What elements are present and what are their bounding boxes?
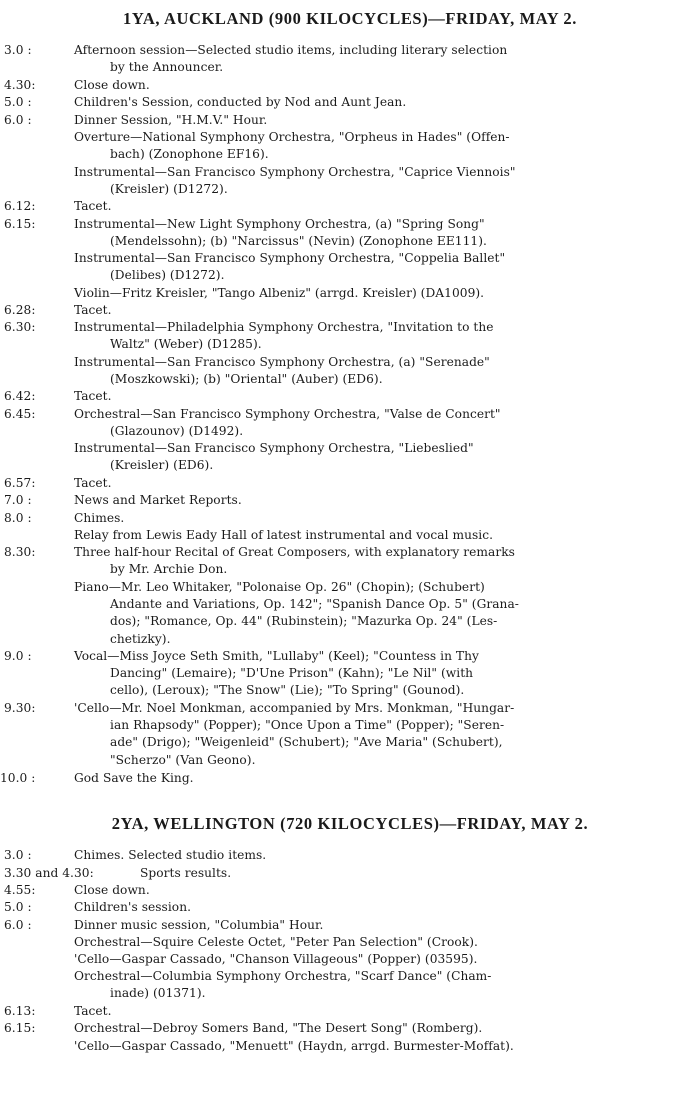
entry-line: ian Rhapsody" (Popper); "Once Upon a Time" (Popper); "Seren-: [110, 718, 505, 733]
entry-line: Instrumental—San Francisco Symphony Orchestra, "Liebeslied": [74, 441, 474, 455]
entry-line: Tacet.: [74, 389, 112, 403]
entry-line: by the Announcer.: [110, 60, 224, 75]
entry-line: Dancing" (Lemaire); "D'Une Prison" (Kahn); "Le Nil" (with: [110, 666, 474, 681]
entry-time: 7.0 :: [4, 493, 32, 507]
entry-line: Three half-hour Recital of Great Composers, with explanatory remarks: [74, 545, 515, 559]
entry-time: 3.0 :: [4, 43, 32, 57]
program-entry: [4, 968, 696, 1002]
program-entry: [4, 865, 696, 882]
entry-time: 4.30:: [4, 78, 36, 92]
entry-line: (Delibes) (D1272).: [110, 268, 225, 283]
entry-time: 5.0 :: [4, 95, 32, 109]
entry-time: 6.0 :: [4, 113, 32, 127]
program-entry: [4, 354, 696, 388]
entry-line: by Mr. Archie Don.: [110, 562, 228, 577]
entry-line: Close down.: [74, 883, 150, 897]
entry-line: Instrumental—San Francisco Symphony Orchestra, "Coppelia Ballet": [74, 251, 506, 265]
program-entry: [4, 319, 696, 353]
entry-line: bach) (Zonophone EF16).: [110, 147, 269, 162]
entry-line: Instrumental—San Francisco Symphony Orchestra, (a) "Serenade": [74, 355, 490, 369]
entry-line: (Moszkowski); (b) "Oriental" (Auber) (ED6).: [110, 372, 383, 387]
entry-line: Tacet.: [74, 476, 112, 490]
entry-line: Tacet.: [74, 1004, 112, 1018]
entry-line: Tacet.: [74, 303, 112, 317]
entry-line: Dinner music session, "Columbia" Hour.: [74, 918, 324, 932]
program-entry: [4, 544, 696, 578]
entry-time: 6.0 :: [4, 918, 32, 932]
program-entry: [4, 1020, 696, 1037]
entry-line: (Kreisler) (ED6).: [110, 458, 214, 473]
program-entry: [4, 1038, 696, 1055]
entry-line: Chimes.: [74, 511, 125, 525]
entry-line: (Glazounov) (D1492).: [110, 424, 244, 439]
entry-time: 4.55:: [4, 883, 36, 897]
program-entry: [4, 164, 696, 198]
entry-line: God Save the King.: [74, 771, 194, 785]
entry-line: Piano—Mr. Leo Whitaker, "Polonaise Op. 26" (Chopin); (Schubert): [74, 580, 485, 594]
entry-line: Instrumental—New Light Symphony Orchestra, (a) "Spring Song": [74, 217, 485, 231]
entry-time: 10.0 :: [0, 771, 36, 785]
entry-time: 8.0 :: [4, 511, 32, 525]
program-entry: [4, 700, 696, 769]
program-entry: [4, 129, 696, 163]
entry-time: 5.0 :: [4, 900, 32, 914]
program-entry: [4, 388, 696, 405]
entry-line: Vocal—Miss Joyce Seth Smith, "Lullaby" (Keel); "Countess in Thy: [74, 649, 479, 663]
program-entry: [4, 475, 696, 492]
entry-line: Children's session.: [74, 900, 192, 914]
entry-time: 6.57:: [4, 476, 36, 490]
entry-time: 9.0 :: [4, 649, 32, 663]
entry-line: Close down.: [74, 78, 150, 92]
program-entry: [4, 112, 696, 129]
program-entry: [4, 198, 696, 215]
program-entry: [4, 42, 696, 76]
program-entry: [4, 77, 696, 94]
entry-line: Chimes. Selected studio items.: [74, 848, 267, 862]
program-entry: [4, 934, 696, 951]
entry-time: 6.28:: [4, 303, 36, 317]
entry-line: Sports results.: [140, 866, 232, 880]
entry-line: Orchestral—Squire Celeste Octet, "Peter Pan Selection" (Crook).: [74, 935, 478, 949]
entry-line: (Mendelssohn); (b) "Narcissus" (Nevin) (Zonophone EE111).: [110, 234, 487, 249]
program-entry: [4, 440, 696, 474]
program-entry: [4, 579, 696, 648]
program-entry: [0, 770, 692, 787]
program-entry: [4, 216, 696, 250]
program-entry: [4, 492, 696, 509]
entry-time: 3.30 and 4.30:: [4, 866, 94, 880]
entry-line: Overture—National Symphony Orchestra, "Orpheus in Hades" (Offen-: [74, 130, 510, 144]
entry-line: 'Cello—Gaspar Cassado, "Menuett" (Haydn, arrgd. Burmester-Moffat).: [74, 1039, 514, 1053]
entry-line: 'Cello—Gaspar Cassado, "Chanson Villageous" (Popper) (03595).: [74, 952, 478, 966]
entry-line: News and Market Reports.: [74, 493, 242, 507]
section-heading-wellington: 2YA, WELLINGTON (720 KILOCYCLES)—FRIDAY, MAY 2.: [111, 814, 589, 833]
entry-time: 6.13:: [4, 1004, 36, 1018]
entry-line: ade" (Drigo); "Weigenleid" (Schubert); "Ave Maria" (Schubert),: [110, 735, 503, 750]
entry-line: Afternoon session—Selected studio items, including literary selection: [74, 43, 508, 57]
entry-line: Dinner Session, "H.M.V." Hour.: [74, 113, 268, 127]
entry-line: Andante and Variations, Op. 142"; "Spanish Dance Op. 5" (Grana-: [110, 597, 519, 612]
entry-time: 6.15:: [4, 1021, 36, 1035]
entry-line: Orchestral—Columbia Symphony Orchestra, "Scarf Dance" (Cham-: [74, 969, 492, 983]
entry-line: chetizky).: [110, 631, 171, 646]
program-entry: [4, 882, 696, 899]
entry-line: Violin—Fritz Kreisler, "Tango Albeniz" (arrgd. Kreisler) (DA1009).: [74, 286, 485, 300]
entry-time: 9.30:: [4, 701, 36, 715]
entry-line: Children's Session, conducted by Nod and Aunt Jean.: [74, 95, 407, 109]
entry-line: Instrumental—Philadelphia Symphony Orchestra, "Invitation to the: [74, 320, 494, 334]
entry-time: 8.30:: [4, 545, 36, 559]
entry-line: Orchestral—San Francisco Symphony Orchestra, "Valse de Concert": [74, 407, 501, 421]
entry-line: 'Cello—Mr. Noel Monkman, accompanied by Mrs. Monkman, "Hungar-: [74, 701, 515, 715]
entry-line: "Scherzo" (Van Geono).: [110, 752, 256, 767]
entry-line: Orchestral—Debroy Somers Band, "The Desert Song" (Romberg).: [74, 1021, 483, 1035]
program-entry: [4, 648, 696, 700]
program-entry: [4, 302, 696, 319]
program-entry: [4, 951, 696, 968]
program-entry: [4, 847, 696, 864]
entry-line: Relay from Lewis Eady Hall of latest instrumental and vocal music.: [74, 528, 494, 542]
program-entry: [4, 285, 696, 302]
program-entry: [4, 899, 696, 916]
program-entry: [4, 406, 696, 440]
program-entry: [4, 250, 696, 284]
entry-time: 3.0 :: [4, 848, 32, 862]
entry-line: Tacet.: [74, 199, 112, 213]
entry-line: Instrumental—San Francisco Symphony Orchestra, "Caprice Viennois": [74, 165, 516, 179]
entry-line: inade) (01371).: [110, 986, 206, 1001]
program-entry: [4, 527, 696, 544]
entry-line: dos); "Romance, Op. 44" (Rubinstein); "Mazurka Op. 24" (Les-: [110, 614, 498, 629]
program-entry: [4, 1003, 696, 1020]
entry-time: 6.42:: [4, 389, 36, 403]
entry-time: 6.30:: [4, 320, 36, 334]
program-entry: [4, 917, 696, 934]
program-entry: [4, 510, 696, 527]
program-entry: [4, 94, 696, 111]
entry-line: (Kreisler) (D1272).: [110, 182, 228, 197]
entry-time: 6.12:: [4, 199, 36, 213]
entry-line: Waltz" (Weber) (D1285).: [110, 337, 262, 352]
entry-time: 6.45:: [4, 407, 36, 421]
entry-line: cello), (Leroux); "The Snow" (Lie); "To Spring" (Gounod).: [110, 683, 465, 698]
entry-time: 6.15:: [4, 217, 36, 231]
section-heading-auckland: 1YA, AUCKLAND (900 KILOCYCLES)—FRIDAY, MAY 2.: [123, 9, 577, 28]
